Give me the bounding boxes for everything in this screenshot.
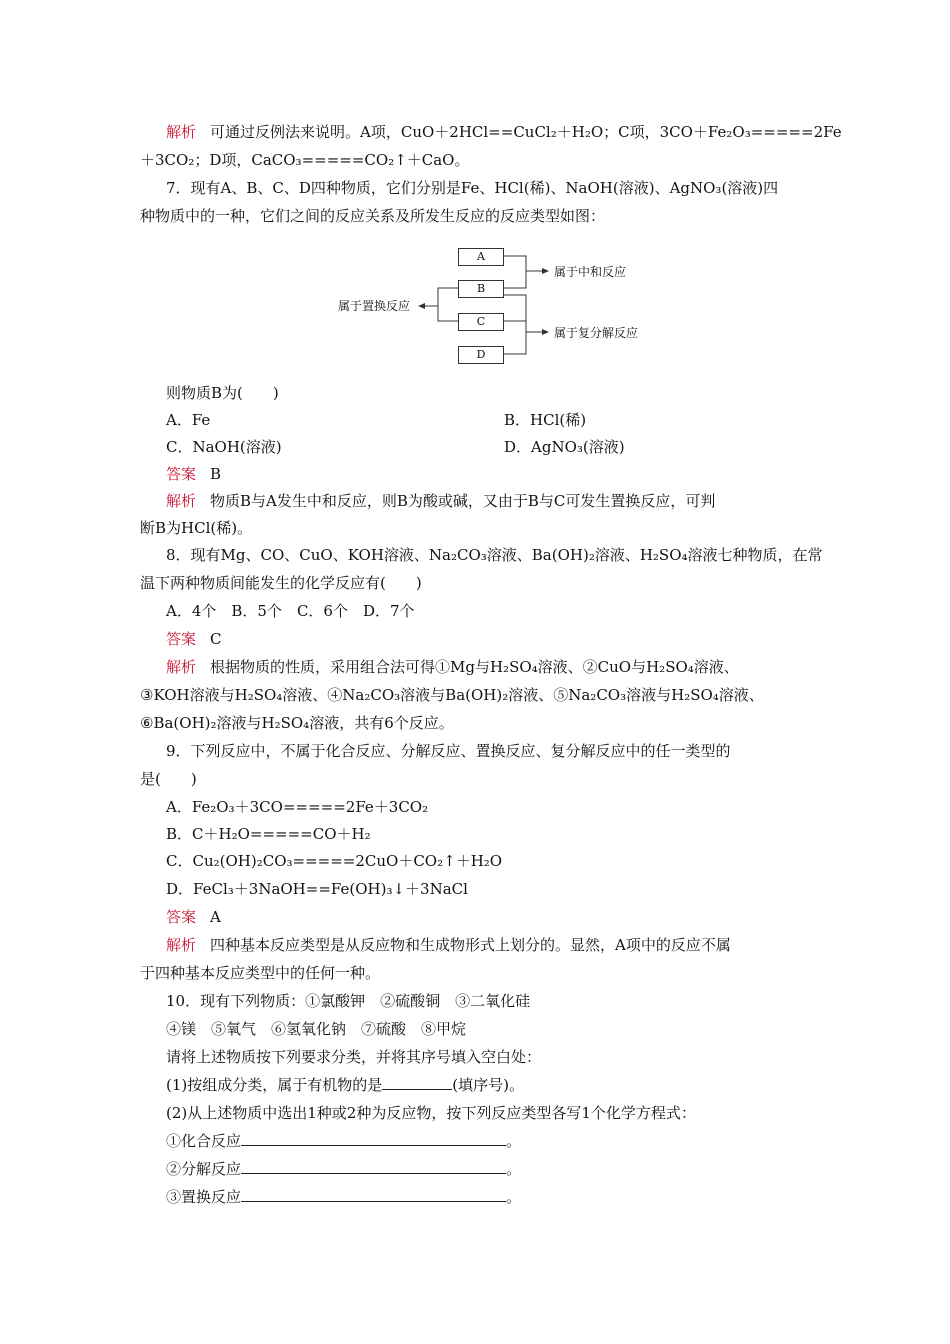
q10-stem-line1: 10．现有下列物质：①氯酸钾 ②硫酸铜 ③二氧化硅 xyxy=(166,992,531,1010)
q7-option-d: D．AgNO₃(溶液) xyxy=(504,438,625,456)
q10-part1: (1)按组成分类，属于有机物的是 (填序号)。 xyxy=(166,1076,524,1094)
diagram-box-b: B xyxy=(458,280,504,298)
q7-option-c: C．NaOH(溶液) xyxy=(166,438,282,456)
q9-option-d: D．FeCl₃＋3NaOH==Fe(OH)₃↓＋3NaCl xyxy=(166,880,468,898)
q9-stem-line1: 9．下列反应中，不属于化合反应、分解反应、置换反应、复分解反应中的任一类型的 xyxy=(166,742,731,760)
answer-label: 答案 xyxy=(166,465,197,483)
q9-option-c: C．Cu₂(OH)₂CO₃=====2CuO＋CO₂↑＋H₂O xyxy=(166,852,503,870)
q8-stem-line1: 8．现有Mg、CO、CuO、KOH溶液、Na₂CO₃溶液、Ba(OH)₂溶液、H₂SO₄溶液七种物质，在常 xyxy=(166,546,823,564)
q7-option-b: B．HCl(稀) xyxy=(504,411,587,429)
analysis-label: 解析 xyxy=(166,123,197,141)
q7-analysis-line1: 解析 物质B与A发生中和反应，则B为酸或碱，又由于B与C可发生置换反应，可判 xyxy=(166,492,716,510)
q8-stem-line2: 温下两种物质间能发生的化学反应有( ) xyxy=(140,574,422,592)
diagram-label-displacement: 属于置换反应 xyxy=(338,299,411,313)
diagram-label-neutralization: 属于中和反应 xyxy=(554,265,627,279)
q10-part2: (2)从上述物质中选出1种或2种为反应物，按下列反应类型各写1个化学方程式： xyxy=(166,1104,696,1122)
diagram-box-c: C xyxy=(458,313,504,331)
q8-analysis-line3: ⑥Ba(OH)₂溶液与H₂SO₄溶液，共有6个反应。 xyxy=(140,714,454,732)
answer-blank[interactable] xyxy=(241,1131,506,1146)
q7-stem-line1: 7．现有A、B、C、D四种物质，它们分别是Fe、HCl(稀)、NaOH(溶液)、AgNO₃(溶液)四 xyxy=(166,179,779,197)
q9-answer: 答案 A xyxy=(166,908,221,926)
q7-question: 则物质B为( ) xyxy=(166,384,279,402)
q10-instruction: 请将上述物质按下列要求分类，并将其序号填入空白处： xyxy=(166,1048,542,1066)
diagram-box-a: A xyxy=(458,248,504,266)
q7-analysis-line2: 断B为HCl(稀)。 xyxy=(140,519,253,537)
q9-stem-line2: 是( ) xyxy=(140,770,197,788)
q8-analysis-line1: 解析 根据物质的性质，采用组合法可得①Mg与H₂SO₄溶液、②CuO与H₂SO₄溶液、 xyxy=(166,658,739,676)
q6-analysis-line2: ＋3CO₂；D项，CaCO₃=====CO₂↑＋CaO。 xyxy=(140,151,470,169)
reaction-diagram xyxy=(334,238,658,374)
answer-label: 答案 xyxy=(166,630,197,648)
q8-analysis-line2: ③KOH溶液与H₂SO₄溶液、④Na₂CO₃溶液与Ba(OH)₂溶液、⑤Na₂CO₃溶液与H₂SO₄溶液、 xyxy=(140,686,764,704)
q9-analysis-line2: 于四种基本反应类型中的任何一种。 xyxy=(140,964,381,982)
answer-label: 答案 xyxy=(166,908,197,926)
q10-item2: ②分解反应 。 xyxy=(166,1160,522,1178)
diagram-box-d: D xyxy=(458,346,504,364)
q7-option-a: A．Fe xyxy=(166,411,211,429)
q8-options: A．4个 B．5个 C．6个 D．7个 xyxy=(166,602,415,620)
q6-analysis-line1: 解析 可通过反例法来说明。A项，CuO＋2HCl==CuCl₂＋H₂O；C项，3CO＋Fe₂O₃=====2Fe xyxy=(166,123,842,141)
q9-analysis-line1: 解析 四种基本反应类型是从反应物和生成物形式上划分的。显然，A项中的反应不属 xyxy=(166,936,731,954)
q10-item3: ③置换反应 。 xyxy=(166,1188,522,1206)
q9-option-b: B．C＋H₂O=====CO＋H₂ xyxy=(166,825,371,843)
answer-blank[interactable] xyxy=(241,1187,506,1202)
answer-blank[interactable] xyxy=(382,1075,452,1090)
answer-blank[interactable] xyxy=(241,1159,506,1174)
q10-item1: ①化合反应 。 xyxy=(166,1132,522,1150)
analysis-label: 解析 xyxy=(166,936,197,954)
q8-answer: 答案 C xyxy=(166,630,222,648)
analysis-label: 解析 xyxy=(166,658,197,676)
q9-option-a: A．Fe₂O₃＋3CO=====2Fe＋3CO₂ xyxy=(166,798,429,816)
q7-stem-line2: 种物质中的一种，它们之间的反应关系及所发生反应的反应类型如图： xyxy=(140,207,606,225)
q7-answer: 答案 B xyxy=(166,465,222,483)
q10-stem-line2: ④镁 ⑤氧气 ⑥氢氧化钠 ⑦硫酸 ⑧甲烷 xyxy=(166,1020,467,1038)
diagram-label-double-decomposition: 属于复分解反应 xyxy=(554,326,639,340)
analysis-label: 解析 xyxy=(166,492,197,510)
